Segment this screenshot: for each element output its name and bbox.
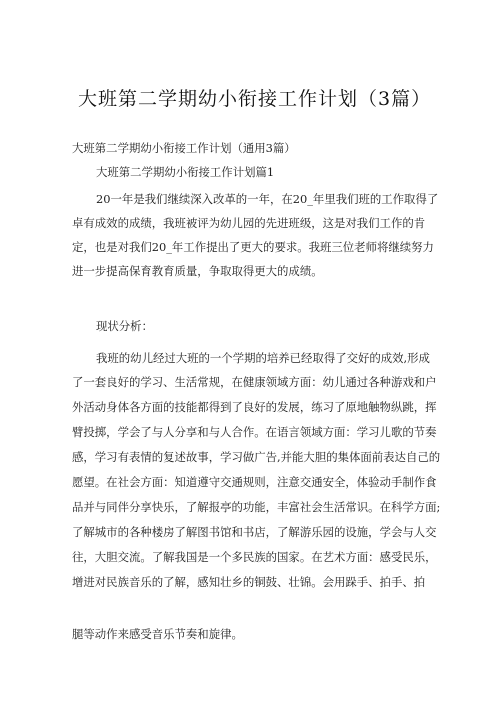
section-heading: 大班第二学期幼小衔接工作计划篇1 xyxy=(96,165,275,179)
analysis-heading: 现状分析： xyxy=(96,319,153,333)
paragraph-2-line-5: 感，学习有表情的复述故事，学习做广告,并能大胆的集体面前表达自己的 xyxy=(72,450,441,464)
paragraph-1-line-1: 20一年是我们继续深入改革的一年，在20_年里我们班的工作取得了 xyxy=(96,192,439,206)
paragraph-2-line-7: 品并与同伴分享快乐，了解报亭的功能，丰富社会生活常识。在科学方面; xyxy=(72,500,441,514)
paragraph-1-line-4: 进一步提高保育教育质量，争取取得更大的成绩。 xyxy=(72,264,323,278)
paragraph-1-line-3: 定，也是对我们20_年工作提出了更大的要求。我班三位老师将继续努力 xyxy=(72,240,434,254)
paragraph-2-line-2: 了一套良好的学习、生活常规，在健康领域方面：幼儿通过各种游戏和户 xyxy=(72,375,437,389)
document-subtitle: 大班第二学期幼小衔接工作计划（通用3篇） xyxy=(72,141,296,155)
paragraph-2-line-8: 了解城市的各种楼房了解图书馆和书店，了解游乐园的设施，学会与人交 xyxy=(72,525,437,539)
paragraph-2-line-6: 愿望。在社会方面：知道遵守交通规则，注意交通安全，体验动手制作食 xyxy=(72,475,437,489)
paragraph-2-line-10: 增进对民族音乐的了解，感知壮乡的铜鼓、壮锦。会用跺手、拍手、拍 xyxy=(72,575,426,589)
paragraph-2-line-3: 外活动身体各方面的技能都得到了良好的发展，练习了原地触物纵跳，挥 xyxy=(72,400,437,414)
paragraph-2-line-11: 腿等动作来感受音乐节奏和旋律。 xyxy=(72,627,243,641)
paragraph-2-line-9: 往，大胆交流。了解我国是一个多民族的国家。在艺术方面：感受民乐， xyxy=(72,550,437,564)
document-title: 大班第二学期幼小衔接工作计划（3篇） xyxy=(78,88,432,110)
paragraph-1-line-2: 卓有成效的成绩，我班被评为幼儿园的先进班级，这是对我们工作的肯 xyxy=(72,216,426,230)
paragraph-2-line-1: 我班的幼儿经过大班的一个学期的培养已经取得了交好的成效,形成 xyxy=(96,351,430,365)
paragraph-2-line-4: 臂投掷，学会了与人分享和与人合作。在语言领域方面：学习儿歌的节奏 xyxy=(72,425,437,439)
